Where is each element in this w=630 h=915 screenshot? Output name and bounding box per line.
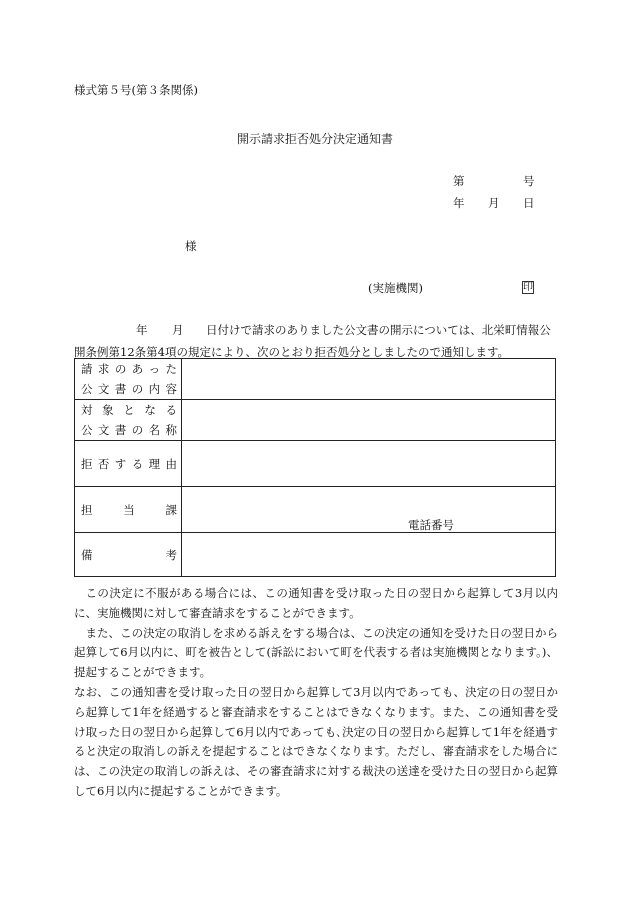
doc-number-prefix: 第	[453, 174, 465, 188]
value-requested-content[interactable]	[182, 359, 556, 400]
label-remarks	[75, 533, 182, 577]
table-row-requested-content	[75, 359, 556, 400]
label-remarks-text: 備考	[81, 547, 177, 562]
intro-line-2: 開条例第12条第4項の規定により、次のとおり拒否処分としましたので通知します。	[74, 345, 510, 359]
date-month-label: 月	[488, 196, 500, 210]
table-row-document-name	[75, 400, 556, 441]
intro-year-label: 年	[136, 323, 148, 337]
intro-line-1-text: 日付けで請求のありました公文書の開示については、北栄町情報公	[206, 323, 551, 337]
form-number: 様式第５号(第３条関係)	[74, 83, 198, 97]
info-table	[74, 358, 556, 577]
value-document-name[interactable]	[182, 400, 556, 441]
label-department-text: 担当課	[81, 502, 177, 517]
note-appeal: この決定に不服がある場合には、この通知書を受け取った日の翌日から起算して3月以内に、実施機関に対して審査請求をすることができます。	[74, 586, 558, 620]
value-department[interactable]	[182, 487, 556, 533]
document-title: 開示請求拒否処分決定通知書	[236, 132, 393, 146]
addressee-honorific: 様	[185, 239, 197, 253]
table-row-refusal-reason	[75, 441, 556, 487]
label-requested-content-line-1: 請求のあった	[81, 362, 177, 376]
notes-section	[74, 584, 558, 802]
note-lawsuit: また、この決定の取消しを求める訴えをする場合は、この決定の通知を受けた日の翌日から起算して6月以内に、町を被告として(訴訟において町を代表する者は実施機関となります。)、提起することができます。	[74, 625, 558, 680]
value-refusal-reason[interactable]	[182, 441, 556, 487]
date-year-label: 年	[453, 196, 465, 210]
label-document-name-line-1: 対象となる	[81, 403, 177, 417]
value-remarks[interactable]	[182, 533, 556, 577]
label-document-name	[75, 400, 182, 441]
table-row-department	[75, 487, 556, 533]
label-department	[75, 487, 182, 533]
label-requested-content-line-2: 公文書の内容	[81, 382, 177, 396]
label-refusal-reason-text: 拒否する理由	[81, 456, 177, 471]
doc-number-suffix: 号	[523, 174, 535, 188]
label-document-name-line-2: 公文書の名称	[81, 423, 177, 437]
table-row-remarks	[75, 533, 556, 577]
phone-number-label: 電話番号	[408, 518, 454, 532]
seal-mark: 印	[523, 282, 533, 293]
agency-label: (実施機関)	[368, 281, 423, 295]
label-refusal-reason	[75, 441, 182, 487]
date-day-label: 日	[523, 196, 535, 210]
label-requested-content	[75, 359, 182, 400]
intro-month-label: 月	[172, 323, 184, 337]
note-deadlines: なお、この通知書を受け取った日の翌日から起算して3月以内であっても、決定の日の翌日から起算して1年を経過すると審査請求をすることはできなくなります。また、この通知書を受け取った日の翌日から起算して6月以内であっても､決定の日の翌日から起算して1年を経過すると決定の取消しの訴えを提起することはできなくなります。ただし、審査請求をした場合には、この決定の取消しの訴えは、その審査請求に対する裁決の送達を受けた日の翌日から起算して6月以内に提起することができます。	[74, 684, 558, 798]
